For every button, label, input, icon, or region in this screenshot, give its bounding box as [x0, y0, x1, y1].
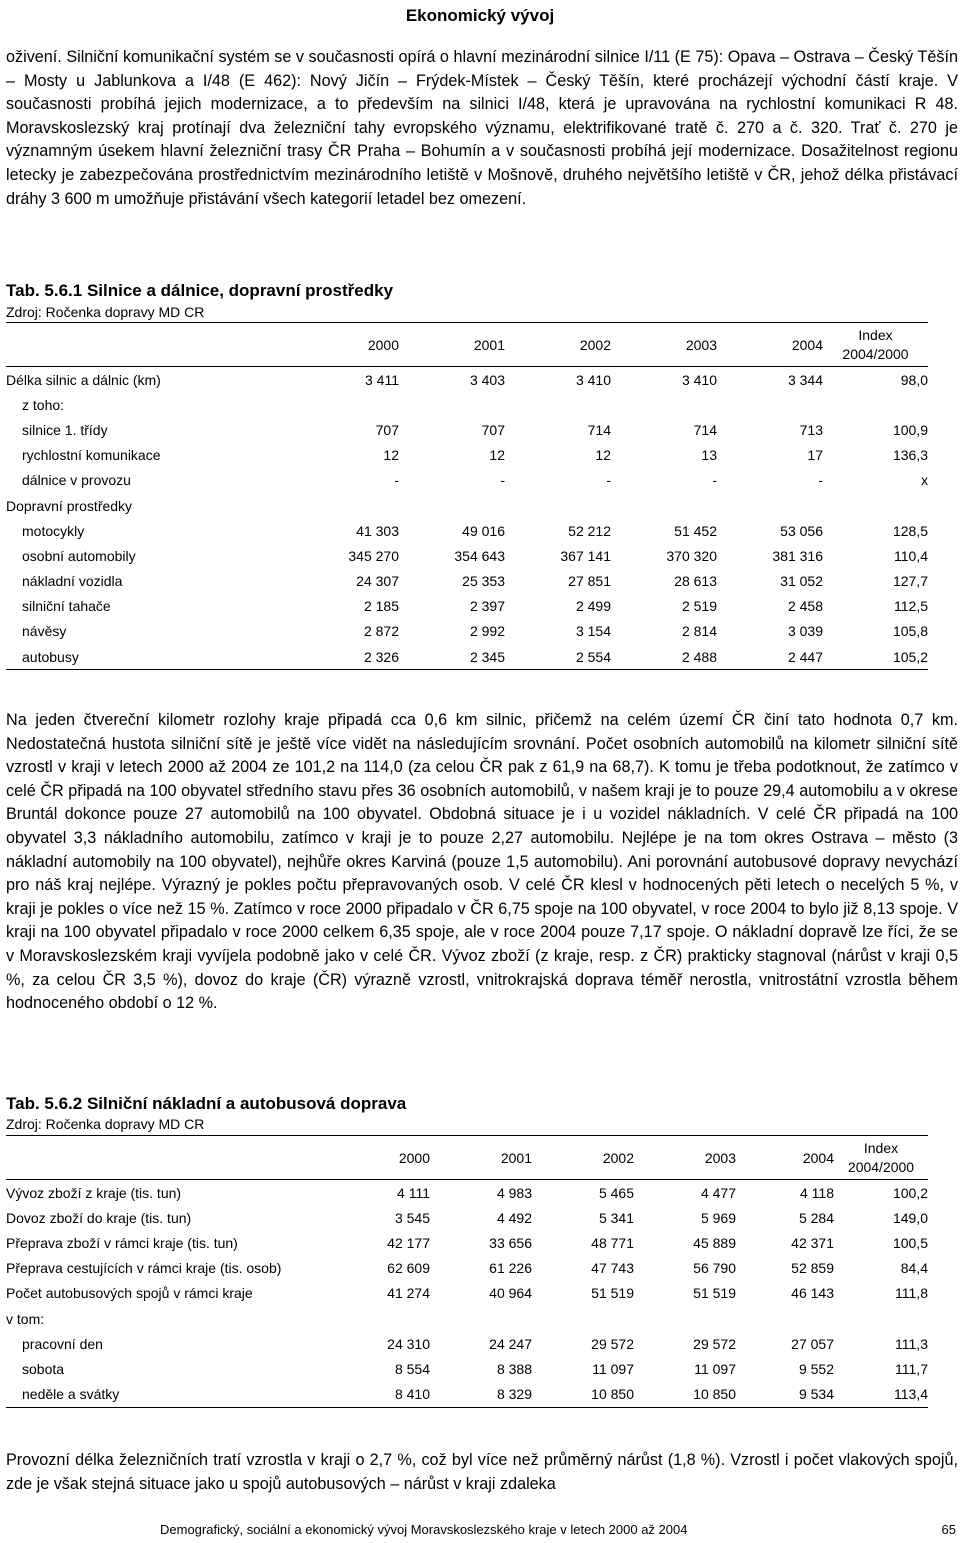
row-label: sobota	[22, 1360, 65, 1377]
value-cell	[717, 392, 823, 417]
value-cell: 46 143	[791, 1285, 834, 1302]
value-cell: 3 154	[575, 623, 611, 640]
row-label: osobní automobily	[22, 547, 136, 564]
row-label: Vývoz zboží z kraje (tis. tun)	[6, 1184, 182, 1201]
value-cell	[399, 392, 505, 417]
value-cell: 49 016	[462, 522, 505, 539]
row-label: nákladní vozidla	[22, 573, 123, 590]
value-cell: 42 371	[791, 1234, 834, 1251]
page-title: Ekonomický vývoj	[405, 6, 555, 25]
value-cell: 5 284	[798, 1209, 834, 1226]
value-cell: 29 572	[591, 1335, 634, 1352]
value-cell: 33 656	[489, 1234, 532, 1251]
index-cell: 128,5	[892, 522, 928, 539]
value-cell: 40 964	[489, 1285, 532, 1302]
value-cell: -	[606, 472, 611, 489]
value-cell: 2 872	[363, 623, 399, 640]
value-cell: 17	[807, 447, 823, 464]
value-cell: 354 643	[454, 547, 505, 564]
index-label: Index	[863, 1139, 899, 1156]
middle-paragraph: Na jeden čtvereční kilometr rozlohy kraje připadá cca 0,6 km silnic, přičemž na celém území ČR činí tato hodnota 0,7 km. Nedostatečná hustota silniční sítě je ještě více vidět na následujícím srovnání. Počet osobních automobilů na kilometr silniční sítě vzrostl v kraji v letech 2000 až 2004 ze 101,2 na 114,0 (za celou ČR pak z 61,9 na 68,7). K tomu je třeba podotknout, že zatímco v celé ČR připadá na 100 obyvatel středního stavu přes 36 osobních automobilů, v našem kraji je to pouze 29,4 automobilu a v okrese Bruntál dokonce pouze 27 automobilů na 100 obyvatel. Obdobná situace je i u vozidel nákladních. V celé ČR připadá na 100 obyvatel 3,3 nákladního automobilu, zatímco v kraji je to pouze 2,27 automobilu. Nejlépe je na tom okres Ostrava – město (3 nákladní automobily na 100 obyvatel), nejhůře okres Karviná (pouze 1,5 automobilu). Ani porovnání autobusové dopravy nevychází pro náš kraj nejlépe. Výrazný je pokles počtu přepravovaných osob. V celé ČR klesl v hodnocených pěti letech o necelých 5 %, v kraji je pokles o více než 15 %. Zatímco v roce 2000 připadalo v ČR 6,75 spoje na 100 obyvatel, v roce 2004 to bylo již 8,13 spoje. V kraji na 100 obyvatel připadalo v roce 2000 celkem 6,35 spoje, ale v roce 2004 pouze 7,17 spoje. O nákladní dopravě lze říci, že se v Moravskoslezském kraji vyvíjela podobně jako v celé ČR. Vývoz zboží (z kraje, resp. z ČR) prakticky stagnoval (nárůst v kraji 0,5 %, za celou ČR 3,5 %), dovoz do kraje (ČR) výrazně vzrostl, vnitrokrajská doprava téměř nerostla, vnitrostátní vzrostla během hodnoceného období o 12 %.	[6, 711, 958, 1013]
row-label: silnice 1. třídy	[22, 421, 108, 438]
row-label: neděle a svátky	[6, 1382, 328, 1408]
value-cell	[611, 493, 717, 518]
value-cell: 4 477	[700, 1184, 736, 1201]
table1-title: Tab. 5.6.1 Silnice a dálnice, dopravní prostředky	[6, 281, 394, 300]
value-cell: 345 270	[348, 547, 399, 564]
value-cell	[293, 392, 399, 417]
value-cell: 2 519	[681, 598, 717, 615]
value-cell: 2 554	[505, 644, 611, 670]
value-cell: 12	[489, 447, 505, 464]
row-label: silniční tahače	[22, 598, 111, 615]
table1-header-row	[6, 323, 928, 367]
value-cell: 2 992	[469, 623, 505, 640]
value-cell: 8 410	[328, 1382, 430, 1408]
index-period: 2004/2000	[842, 345, 909, 362]
row-label: v tom:	[6, 1310, 45, 1327]
index-cell: 136,3	[892, 447, 928, 464]
value-cell: 31 052	[780, 573, 823, 590]
value-cell: 3 545	[394, 1209, 430, 1226]
table-row	[6, 1281, 928, 1306]
value-cell: 3 039	[787, 623, 823, 640]
table2-header-year: 2003	[634, 1136, 736, 1180]
table2-header-year: 2002	[532, 1136, 634, 1180]
table2-header-year: 2004	[736, 1136, 834, 1180]
value-cell	[611, 392, 717, 417]
value-cell	[430, 1306, 532, 1331]
value-cell: 5 341	[598, 1209, 634, 1226]
index-cell: 84,4	[900, 1260, 928, 1277]
table-row	[6, 619, 928, 644]
table2-header-label	[6, 1136, 328, 1180]
index-cell: 100,5	[892, 1234, 928, 1251]
index-cell: 100,2	[892, 1184, 928, 1201]
table-row	[6, 543, 928, 568]
table1-header-year: 2001	[399, 323, 505, 367]
value-cell	[293, 493, 399, 518]
table-row	[6, 644, 928, 670]
value-cell	[328, 1306, 430, 1331]
value-cell: 2 345	[399, 644, 505, 670]
table-row	[6, 1306, 928, 1331]
value-cell: 3 411	[365, 371, 399, 388]
value-cell: 714	[693, 421, 717, 438]
value-cell: -	[394, 472, 399, 489]
value-cell: 3 344	[787, 371, 823, 388]
table2-source: Zdroj: Ročenka dopravy MD CR	[6, 1116, 205, 1132]
value-cell: 9 534	[736, 1382, 834, 1408]
value-cell: 11 097	[694, 1360, 736, 1377]
value-cell: 13	[701, 447, 717, 464]
table-row	[6, 518, 928, 543]
value-cell	[634, 1306, 736, 1331]
value-cell: 2 326	[293, 644, 399, 670]
row-label: Délka silnic a dálnic (km)	[6, 371, 161, 388]
value-cell: 9 552	[798, 1360, 834, 1377]
index-cell: 105,2	[823, 644, 928, 670]
index-cell	[823, 392, 928, 417]
value-cell: 53 056	[780, 522, 823, 539]
value-cell: 27 851	[568, 573, 611, 590]
row-label: návěsy	[22, 623, 67, 640]
table2-header-year: 2000	[328, 1136, 430, 1180]
table-row	[6, 594, 928, 619]
index-cell: 149,0	[892, 1209, 928, 1226]
table1-source: Zdroj: Ročenka dopravy MD CR	[6, 304, 205, 320]
row-label: dálnice v provozu	[22, 472, 131, 489]
row-label: Dopravní prostředky	[6, 497, 133, 514]
value-cell: 24 307	[356, 573, 399, 590]
index-cell: 111,3	[895, 1335, 928, 1352]
index-period: 2004/2000	[847, 1158, 915, 1175]
table-row	[6, 1382, 928, 1408]
index-cell: 110,4	[894, 547, 928, 564]
row-label: rychlostní komunikace	[22, 447, 161, 464]
value-cell: 10 850	[532, 1382, 634, 1408]
value-cell: 56 790	[693, 1260, 736, 1277]
value-cell: 707	[481, 421, 505, 438]
value-cell: 24 310	[387, 1335, 430, 1352]
value-cell: 4 118	[800, 1184, 834, 1201]
value-cell: 381 316	[772, 547, 823, 564]
value-cell: 10 850	[634, 1382, 736, 1408]
table-row	[6, 468, 928, 493]
value-cell: 61 226	[489, 1260, 532, 1277]
value-cell: 3 410	[575, 371, 611, 388]
value-cell: 41 303	[356, 522, 399, 539]
value-cell	[532, 1306, 634, 1331]
table-row	[6, 1356, 928, 1381]
value-cell: -	[712, 472, 717, 489]
value-cell: 2 458	[787, 598, 823, 615]
table1	[6, 322, 928, 670]
value-cell: 4 111	[397, 1184, 430, 1201]
value-cell: 52 859	[791, 1260, 834, 1277]
value-cell: 52 212	[568, 522, 611, 539]
table-row	[6, 569, 928, 594]
row-label: motocykly	[22, 522, 85, 539]
index-cell: 127,7	[892, 573, 928, 590]
index-cell: 113,4	[834, 1382, 928, 1408]
value-cell: 11 097	[592, 1360, 634, 1377]
value-cell: 3 410	[681, 371, 717, 388]
value-cell: 8 329	[430, 1382, 532, 1408]
closing-paragraph: Provozní délka železničních tratí vzrostla v kraji o 2,7 %, což byl více než průměrný nárůst (1,8 %). Vzrostl i počet vlakových spojů, zde je však stejná situace jako u spojů autobusových – nárůst v kraji zdaleka	[6, 1451, 958, 1493]
index-cell	[823, 493, 928, 518]
value-cell: 47 743	[591, 1260, 634, 1277]
value-cell: 42 177	[387, 1234, 430, 1251]
index-cell: 112,5	[894, 598, 928, 615]
value-cell: 12	[595, 447, 611, 464]
value-cell: 51 452	[674, 522, 717, 539]
value-cell: 62 609	[387, 1260, 430, 1277]
table1-header-year: 2003	[611, 323, 717, 367]
value-cell: 48 771	[591, 1234, 634, 1251]
value-cell: 8 554	[394, 1360, 430, 1377]
value-cell: 2 447	[717, 644, 823, 670]
value-cell: 367 141	[560, 547, 611, 564]
index-label: Index	[858, 326, 893, 343]
value-cell	[505, 493, 611, 518]
value-cell: 2 499	[575, 598, 611, 615]
table-row	[6, 1331, 928, 1356]
value-cell: -	[818, 472, 823, 489]
table1-header-index	[823, 323, 928, 367]
value-cell: 5 969	[700, 1209, 736, 1226]
table2-header-index	[834, 1136, 928, 1180]
value-cell: -	[500, 472, 505, 489]
value-cell: 713	[799, 421, 823, 438]
value-cell: 2 488	[611, 644, 717, 670]
index-cell: 98,0	[900, 371, 928, 388]
table1-header-label	[6, 323, 293, 367]
value-cell	[399, 493, 505, 518]
table1-body	[6, 367, 928, 670]
value-cell: 707	[375, 421, 399, 438]
index-cell: 100,9	[892, 421, 928, 438]
value-cell: 25 353	[462, 573, 505, 590]
table-row	[6, 1180, 928, 1206]
table-row	[6, 417, 928, 442]
value-cell: 2 185	[363, 598, 399, 615]
footer-text: Demografický, sociální a ekonomický vývoj Moravskoslezského kraje v letech 2000 až 2004	[160, 1522, 688, 1537]
table2-body	[6, 1180, 928, 1408]
index-cell: 111,7	[895, 1360, 928, 1377]
value-cell: 41 274	[387, 1285, 430, 1302]
table-row	[6, 493, 928, 518]
table1-header-year: 2002	[505, 323, 611, 367]
table1-header-year: 2000	[293, 323, 399, 367]
table-row	[6, 443, 928, 468]
table2-header-year: 2001	[430, 1136, 532, 1180]
value-cell: 5 465	[598, 1184, 634, 1201]
value-cell: 24 247	[489, 1335, 532, 1352]
value-cell: 51 519	[591, 1285, 634, 1302]
row-label: Přeprava cestujících v rámci kraje (tis. osob)	[6, 1260, 282, 1277]
table2	[6, 1135, 928, 1408]
value-cell: 2 814	[681, 623, 717, 640]
value-cell: 370 320	[666, 547, 717, 564]
value-cell: 3 403	[469, 371, 505, 388]
value-cell: 4 983	[496, 1184, 532, 1201]
table-row	[6, 367, 928, 393]
table-row	[6, 1256, 928, 1281]
value-cell	[505, 392, 611, 417]
value-cell: 2 397	[469, 598, 505, 615]
value-cell	[736, 1306, 834, 1331]
row-label: autobusy	[6, 644, 293, 670]
value-cell	[717, 493, 823, 518]
row-label: Přeprava zboží v rámci kraje (tis. tun)	[6, 1234, 238, 1251]
row-label: z toho:	[22, 396, 65, 413]
intro-paragraph: oživení. Silniční komunikační systém se v současnosti opírá o hlavní mezinárodní silnice I/11 (E 75): Opava – Ostrava – Český Těšín – Mosty u Jablunkova a I/48 (E 462): Nový Jičín – Frýdek-Místek – Český Těšín, které procházejí východní částí kraje. V současnosti probíhá jejich modernizace, a to především na silnici I/48, která je upravována na rychlostní komunikaci R 48. Moravskoslezský kraj protínají dva železniční tahy evropského významu, elektrifikované tratě č. 270 a č. 320. Trať č. 270 je významným úsekem hlavní železniční trasy ČR Praha – Bohumín a v současnosti probíhá její modernizace. Dosažitelnost regionu letecky je zabezpečována prostřednictvím mezinárodního letiště v Mošnově, druhého největšího letiště v ČR, jehož délka přistávací dráhy 3 600 m umožňuje přistávání všech kategorií letadel bez omezení.	[6, 48, 958, 208]
index-cell: 105,8	[892, 623, 928, 640]
table2-title: Tab. 5.6.2 Silniční nákladní a autobusová doprava	[6, 1094, 407, 1113]
value-cell: 8 388	[496, 1360, 532, 1377]
value-cell: 714	[587, 421, 611, 438]
value-cell: 45 889	[693, 1234, 736, 1251]
page-number: 65	[941, 1522, 956, 1537]
table2-header-row	[6, 1136, 928, 1180]
row-label: Dovoz zboží do kraje (tis. tun)	[6, 1209, 192, 1226]
index-cell	[834, 1306, 928, 1331]
table1-header-year: 2004	[717, 323, 823, 367]
index-cell: x	[921, 472, 928, 489]
value-cell: 28 613	[674, 573, 717, 590]
value-cell: 29 572	[693, 1335, 736, 1352]
table-row	[6, 392, 928, 417]
value-cell: 12	[383, 447, 399, 464]
row-label: Počet autobusových spojů v rámci kraje	[6, 1285, 253, 1302]
row-label: pracovní den	[22, 1335, 103, 1352]
table-row	[6, 1230, 928, 1255]
index-cell: 111,8	[895, 1285, 928, 1302]
value-cell: 27 057	[791, 1335, 834, 1352]
value-cell: 51 519	[693, 1285, 736, 1302]
value-cell: 4 492	[496, 1209, 532, 1226]
table-row	[6, 1205, 928, 1230]
